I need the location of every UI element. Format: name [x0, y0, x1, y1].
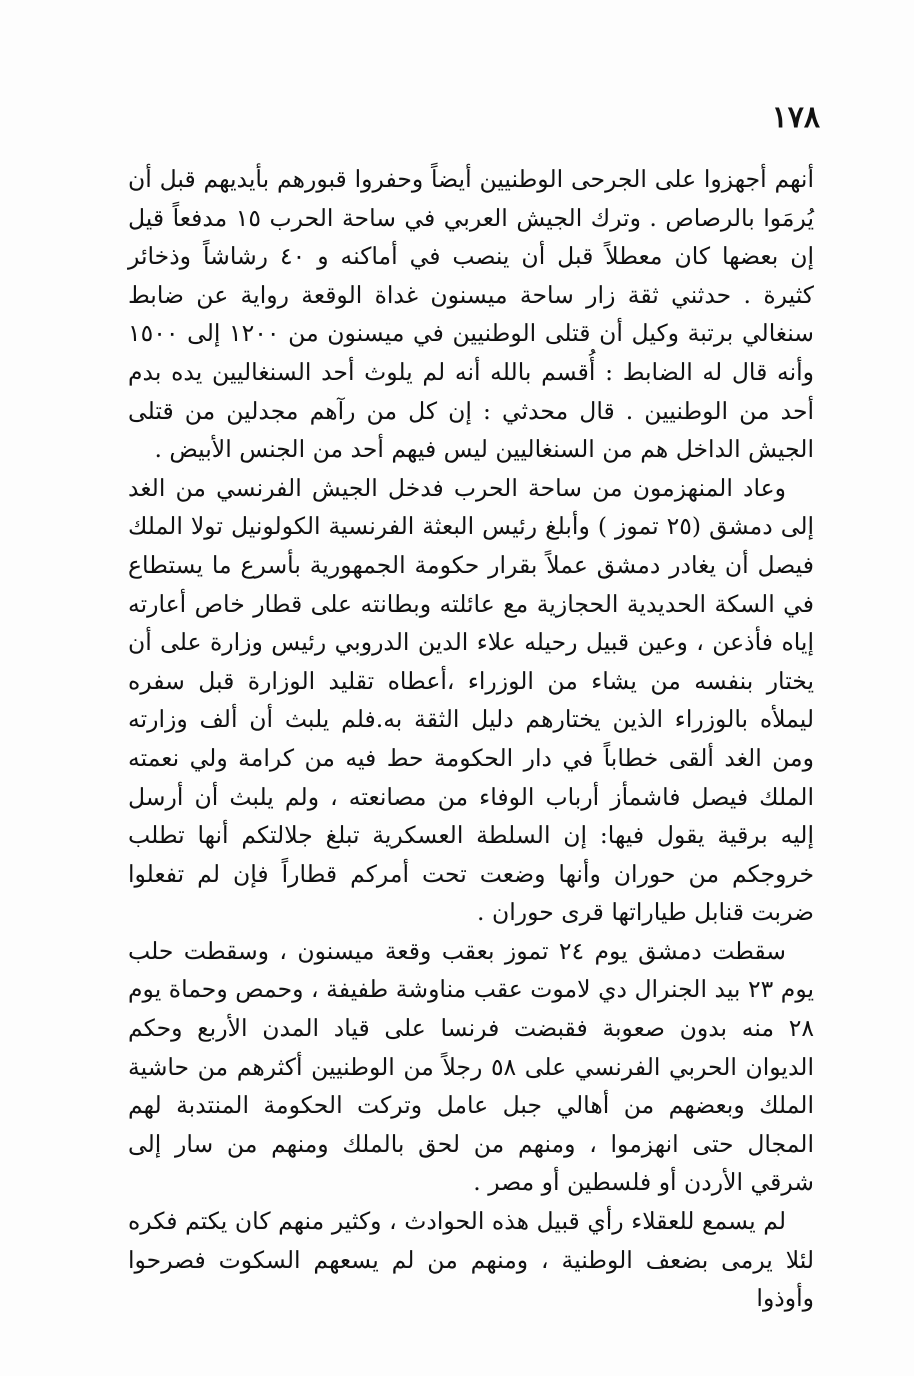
body-text [128, 160, 814, 1318]
page-number: ١٧٨ [771, 100, 820, 135]
paragraph-2: وعاد المنهزمون من ساحة الحرب فدخل الجيش الفرنسي من الغد إلى دمشق (٢٥ تموز ) وأبلغ رئيس البعثة الفرنسية الكولونيل تولا الملك فيصل أن يغادر دمشق عملاً بقرار حكومة الجمهورية بأسرع ما يستطاع في السكة الحديدية الحجازية مع عائلته وبطانته على قطار خاص أعارته إياه فأذعن ، وعين قبيل رحيله علاء الدين الدروبي رئيس وزارة على أن يختار بنفسه من يشاء من الوزراء ،أعطاه تقليد الوزارة قبل سفره ليملأه بالوزراء الذين يختارهم دليل الثقة به.فلم يلبث أن ألف وزارته ومن الغد ألقى خطاباً في دار الحكومة حط فيه من كرامة ولي نعمته الملك فيصل فاشمأز أرباب الوفاء من مصانعته ، ولم يلبث أن أرسل إليه برقية يقول فيها: إن السلطة العسكرية تبلغ جلالتكم أنها تطلب خروجكم من حوران وأنها وضعت تحت أمركم قطاراً فإن لم تفعلوا ضربت قنابل طياراتها قرى حوران . [128, 473, 815, 927]
paragraph-1: أنهم أجهزوا على الجرحى الوطنيين أيضاً وحفروا قبورهم بأيديهم قبل أن يُرمَوا بالرصاص . وترك الجيش العربي في ساحة الحرب ١٥ مدفعاً قيل إن بعضها كان معطلاً قبل أن ينصب في أماكنه و ٤٠ رشاشاً وذخائر كثيرة . حدثني ثقة زار ساحة ميسنون غداة الوقعة رواية عن ضابط سنغالي برتبة وكيل أن قتلى الوطنيين في ميسنون من ١٢٠٠ إلى ١٥٠٠ وأنه قال له الضابط : أُقسم بالله أنه لم يلوث أحد السنغاليين يده بدم أحد من الوطنيين . قال محدثي : إن كل من رآهم مجدلين من قتلى الجيش الداخل هم من السنغاليين ليس فيهم أحد من الجنس الأبيض . [128, 165, 815, 464]
paragraph-4: لم يسمع للعقلاء رأي قبيل هذه الحوادث ، وكثير منهم كان يكتم فكره لئلا يرمى بضعف الوطنية ، ومنهم من لم يسعهم السكوت فصرحوا وأوذوا [128, 1207, 814, 1313]
paragraph-3: سقطت دمشق يوم ٢٤ تموز بعقب وقعة ميسنون ، وسقطت حلب يوم ٢٣ بيد الجنرال دي لاموت عقب مناوشة طفيفة ، وحمص وحماة يوم ٢٨ منه بدون صعوبة فقبضت فرنسا على قياد المدن الأربع وحكم الديوان الحربي الفرنسي على ٥٨ رجلاً من الوطنيين أكثرهم من حاشية الملك وبعضهم من أهالي جبل عامل وتركت الحكومة المنتدبة لهم المجال حتى انهزموا ، ومنهم من لحق بالملك ومنهم من سار إلى شرقي الأردن أو فلسطين أو مصر . [128, 936, 815, 1197]
